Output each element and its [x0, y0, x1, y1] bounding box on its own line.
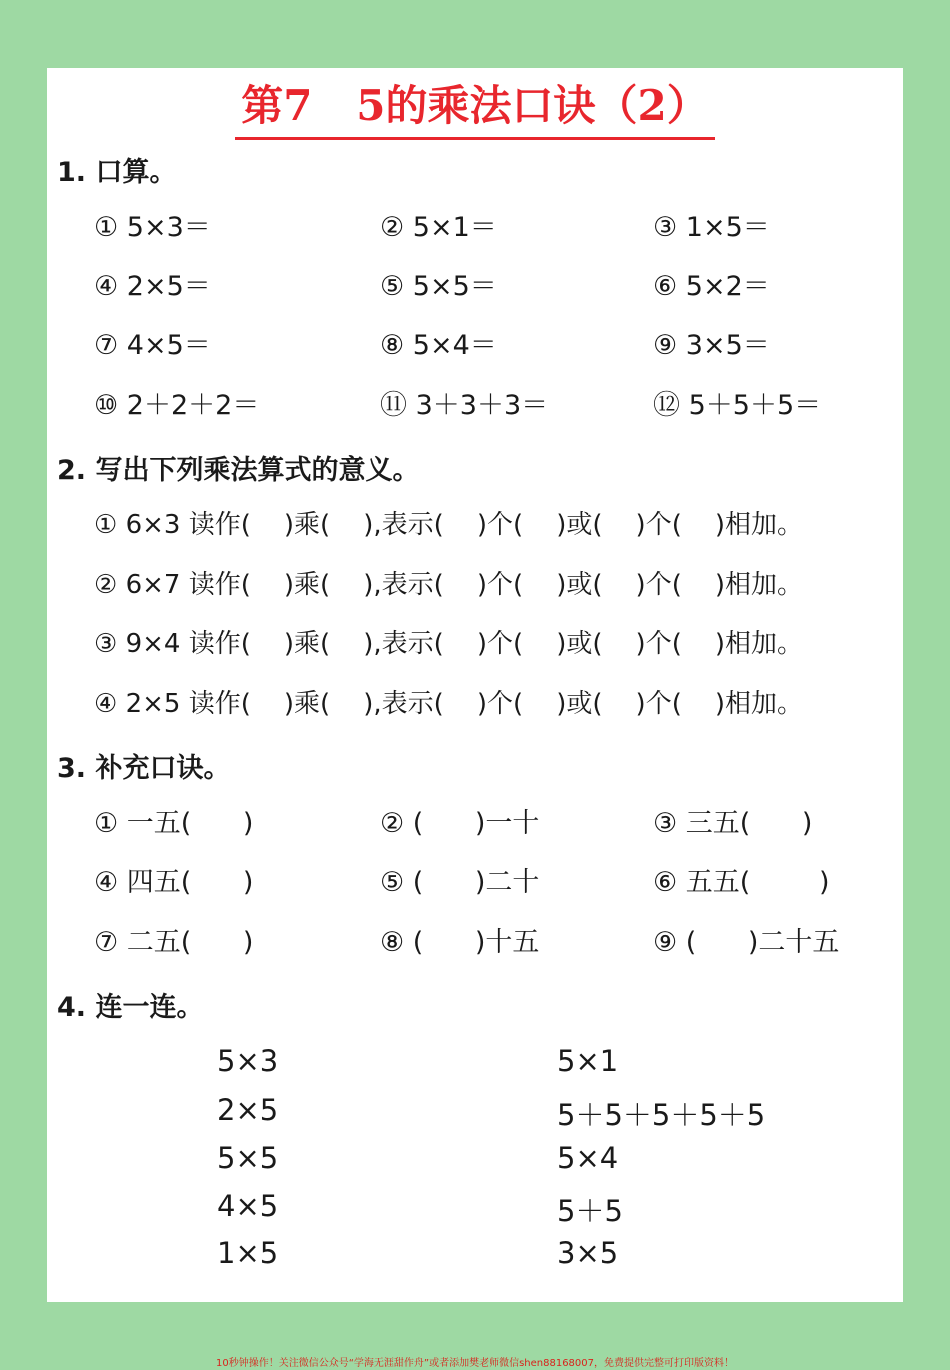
s3-item: ② ( )一十: [380, 808, 540, 839]
match-right-item: 3×5: [557, 1236, 619, 1270]
s1-row-4: [47, 386, 903, 426]
s2-item: ③ 9×4 读作( )乘( ),表示( )个( )或( )个( )相加。: [94, 629, 804, 659]
s3-item: ① 一五( ): [94, 808, 254, 839]
match-left-item: 5×3: [217, 1044, 279, 1078]
s1-item: ⑩ 2＋2＋2＝: [94, 390, 260, 421]
section-2-heading: 2. 写出下列乘法算式的意义。: [57, 455, 420, 486]
match-right-item: 5＋5: [557, 1194, 623, 1228]
s1-item: ⑦ 4×5＝: [94, 330, 211, 361]
match-right-item: 5×4: [557, 1141, 619, 1175]
s2-item: ① 6×3 读作( )乘( ),表示( )个( )或( )个( )相加。: [94, 510, 804, 540]
s1-item: ⑪ 3＋3＋3＝: [380, 390, 549, 421]
s2-item: ② 6×7 读作( )乘( ),表示( )个( )或( )个( )相加。: [94, 570, 804, 600]
s1-row-1: [47, 208, 903, 248]
s1-item: ④ 2×5＝: [94, 271, 211, 302]
page-title-wrap: [47, 80, 903, 140]
s1-item: ③ 1×5＝: [653, 212, 770, 243]
s1-item: ⑧ 5×4＝: [380, 330, 497, 361]
s3-item: ⑨ ( )二十五: [653, 927, 840, 958]
s3-item: ⑧ ( )十五: [380, 927, 540, 958]
s1-item: ① 5×3＝: [94, 212, 211, 243]
section-1-heading: 1. 口算。: [57, 157, 177, 188]
page-title: 第7 5的乘法口诀（2）: [235, 80, 715, 140]
footer-note: 10秒钟操作！关注微信公众号“学海无涯甜作舟”或者添加樊老师微信shen88168007，免费提供完整可打印版资料！: [215, 1358, 735, 1369]
s2-item: ④ 2×5 读作( )乘( ),表示( )个( )或( )个( )相加。: [94, 689, 804, 719]
s1-row-3: [47, 326, 903, 366]
s3-row-2: [47, 863, 903, 903]
s3-item: ④ 四五( ): [94, 867, 254, 898]
s1-item: ⑥ 5×2＝: [653, 271, 770, 302]
section-4-heading: 4. 连一连。: [57, 992, 204, 1023]
s3-item: ⑦ 二五( ): [94, 927, 254, 958]
match-left-item: 2×5: [217, 1093, 279, 1127]
s3-row-3: [47, 923, 903, 963]
s3-item: ⑥ 五五( ): [653, 867, 830, 898]
match-left-item: 4×5: [217, 1189, 279, 1223]
match-right-item: 5×1: [557, 1044, 619, 1078]
match-left-item: 1×5: [217, 1236, 279, 1270]
worksheet: [47, 68, 903, 1302]
match-right-item: 5＋5＋5＋5＋5: [557, 1098, 766, 1132]
s1-row-2: [47, 267, 903, 307]
s1-item: ⑤ 5×5＝: [380, 271, 497, 302]
s1-item: ⑫ 5＋5＋5＝: [653, 390, 822, 421]
s3-item: ③ 三五( ): [653, 808, 813, 839]
s3-item: ⑤ ( )二十: [380, 867, 540, 898]
match-left-item: 5×5: [217, 1141, 279, 1175]
s3-row-1: [47, 804, 903, 844]
s1-item: ② 5×1＝: [380, 212, 497, 243]
section-3-heading: 3. 补充口诀。: [57, 753, 231, 784]
s1-item: ⑨ 3×5＝: [653, 330, 770, 361]
